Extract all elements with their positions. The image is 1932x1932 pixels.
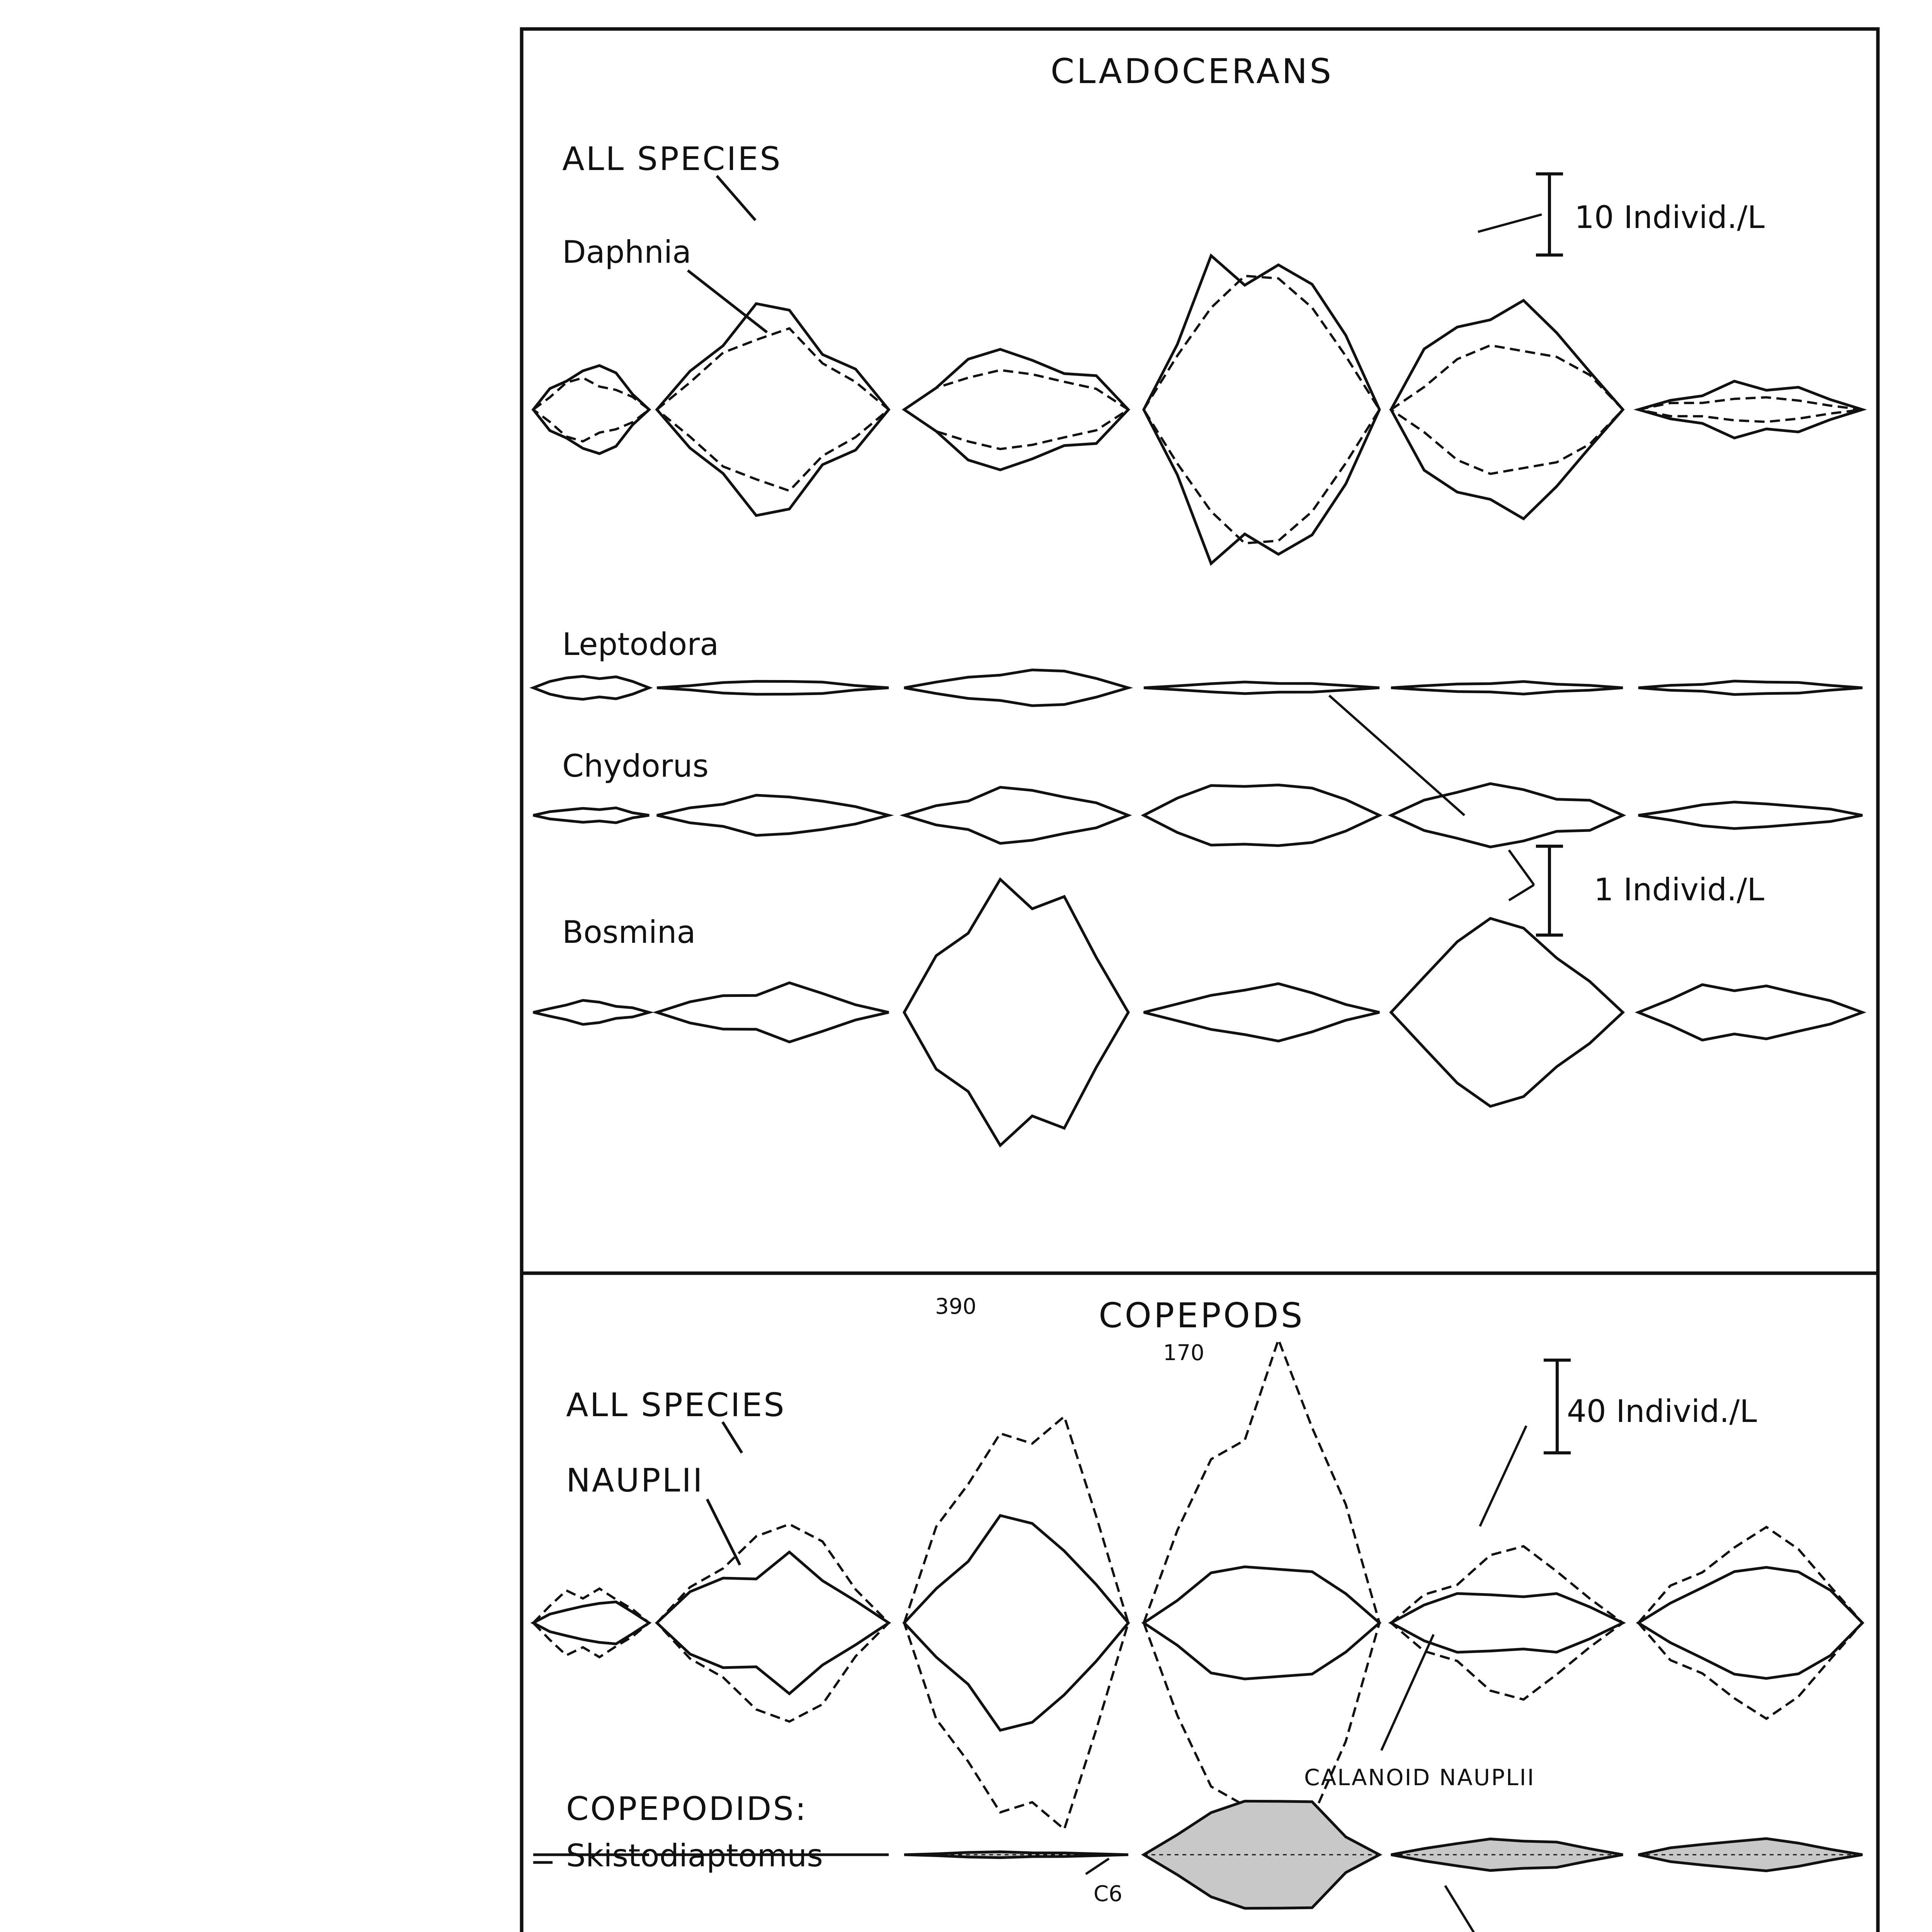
mark-cladocerans-all-species-1980: [1144, 256, 1379, 564]
mark-bosmina-1978: [657, 983, 889, 1042]
mark-copepods-all-species-1982: [1638, 1527, 1862, 1719]
mark-leptodora-1977: [533, 676, 649, 699]
mark-copepods-all-species-1979: [904, 1417, 1128, 1829]
mark-chydorus-1981: [1391, 784, 1623, 847]
leader-all-species-copepods: [723, 1422, 742, 1453]
mark-copepods-all-species-1977: [533, 1588, 649, 1657]
mark-nauplii-1978: [657, 1552, 889, 1694]
series-chydorus: [533, 784, 1862, 847]
leader-bosmina-1981a: [1509, 850, 1534, 885]
row-label-nauplii: NAUPLII: [566, 1461, 704, 1499]
mark-leptodora-1982: [1638, 681, 1862, 695]
mark-leptodora-1979: [904, 670, 1128, 706]
series-bosmina: [533, 879, 1862, 1146]
mark-bosmina-1981: [1391, 918, 1623, 1106]
row-label-chydorus: Chydorus: [562, 748, 709, 784]
row-label-all-species-copepods: ALL SPECIES: [566, 1386, 786, 1424]
mark-chydorus-1982: [1638, 802, 1862, 829]
scale-label-10: 10 Individ./L: [1575, 199, 1765, 235]
mark-copepods-all-species-1978: [657, 1524, 889, 1722]
leader-all-species-cladocerans: [717, 176, 755, 220]
annotation-calanoid-nauplii: CALANOID NAUPLII: [1304, 1764, 1535, 1791]
mark-cladocerans-all-species-1979: [904, 349, 1128, 470]
mark-nauplii-1981: [1391, 1594, 1623, 1652]
mark-nauplii-1980: [1144, 1567, 1379, 1679]
leader-all-species-1981: [1478, 214, 1542, 232]
annotation-390: 390: [935, 1294, 976, 1319]
series-leptodora: [533, 670, 1862, 706]
mark-leptodora-1981: [1391, 682, 1623, 694]
leader-c6-1979: [1086, 1859, 1109, 1874]
mark-copepods-all-species-1981: [1391, 1546, 1623, 1700]
leader-bosmina-1981b: [1509, 885, 1534, 900]
mark-chydorus-1980: [1144, 785, 1379, 846]
leader-daphnia: [688, 270, 767, 332]
mark-bosmina-1977: [533, 1000, 649, 1024]
mark-chydorus-1978: [657, 795, 889, 835]
cladocerans-title: CLADOCERANS: [1050, 51, 1334, 91]
row-label-skistodiaptomus: Skistodiaptomus: [566, 1838, 823, 1874]
mark-cladocerans-all-species-1982: [1638, 381, 1862, 438]
row-label-all-species-cladocerans: ALL SPECIES: [562, 140, 782, 178]
copepods-title: COPEPODS: [1099, 1296, 1305, 1335]
mark-cladocerans-all-species-1978: [657, 304, 889, 515]
row-label-bosmina: Bosmina: [562, 914, 696, 950]
mark-daphnia-1978: [657, 328, 889, 491]
series-daphnia: [533, 276, 1862, 543]
mark-nauplii-1979: [904, 1515, 1128, 1730]
scale-bar-1: [1536, 846, 1563, 935]
mark-cladocerans-all-species-1977: [533, 366, 649, 454]
mark-daphnia-1979: [904, 370, 1128, 449]
mark-cladocerans-all-species-1981: [1391, 301, 1623, 519]
mark-bosmina-1979: [904, 879, 1128, 1146]
row-label-leptodora: Leptodora: [562, 626, 719, 662]
row-label-daphnia: Daphnia: [562, 234, 692, 270]
plot-area: [533, 256, 1862, 1932]
mark-leptodora-1978: [657, 681, 889, 694]
mark-chydorus-1977: [533, 808, 649, 823]
mark-nauplii-1977: [533, 1602, 649, 1644]
leader-diacyclops-1981a: [1445, 1886, 1519, 1932]
mark-daphnia-1980: [1144, 276, 1379, 543]
series-cladocerans-all-species: [533, 256, 1862, 564]
mark-daphnia-1981: [1391, 345, 1623, 474]
leader-copepod-all-1981: [1480, 1426, 1526, 1526]
mark-bosmina-1982: [1638, 985, 1862, 1040]
scale-label-1: 1 Individ./L: [1594, 872, 1764, 908]
annotation-170: 170: [1163, 1340, 1204, 1366]
mark-bosmina-1980: [1144, 984, 1379, 1041]
scale-label-40: 40 Individ./L: [1567, 1393, 1757, 1429]
mark-leptodora-1980: [1144, 682, 1379, 694]
annotation-c6-skisto: C6: [1094, 1881, 1122, 1906]
leader-nauplii: [707, 1499, 740, 1565]
mark-chydorus-1979: [904, 787, 1128, 843]
row-label-copepodids: COPEPODIDS:: [566, 1790, 808, 1828]
leader-chydorus-1980: [1329, 696, 1464, 815]
